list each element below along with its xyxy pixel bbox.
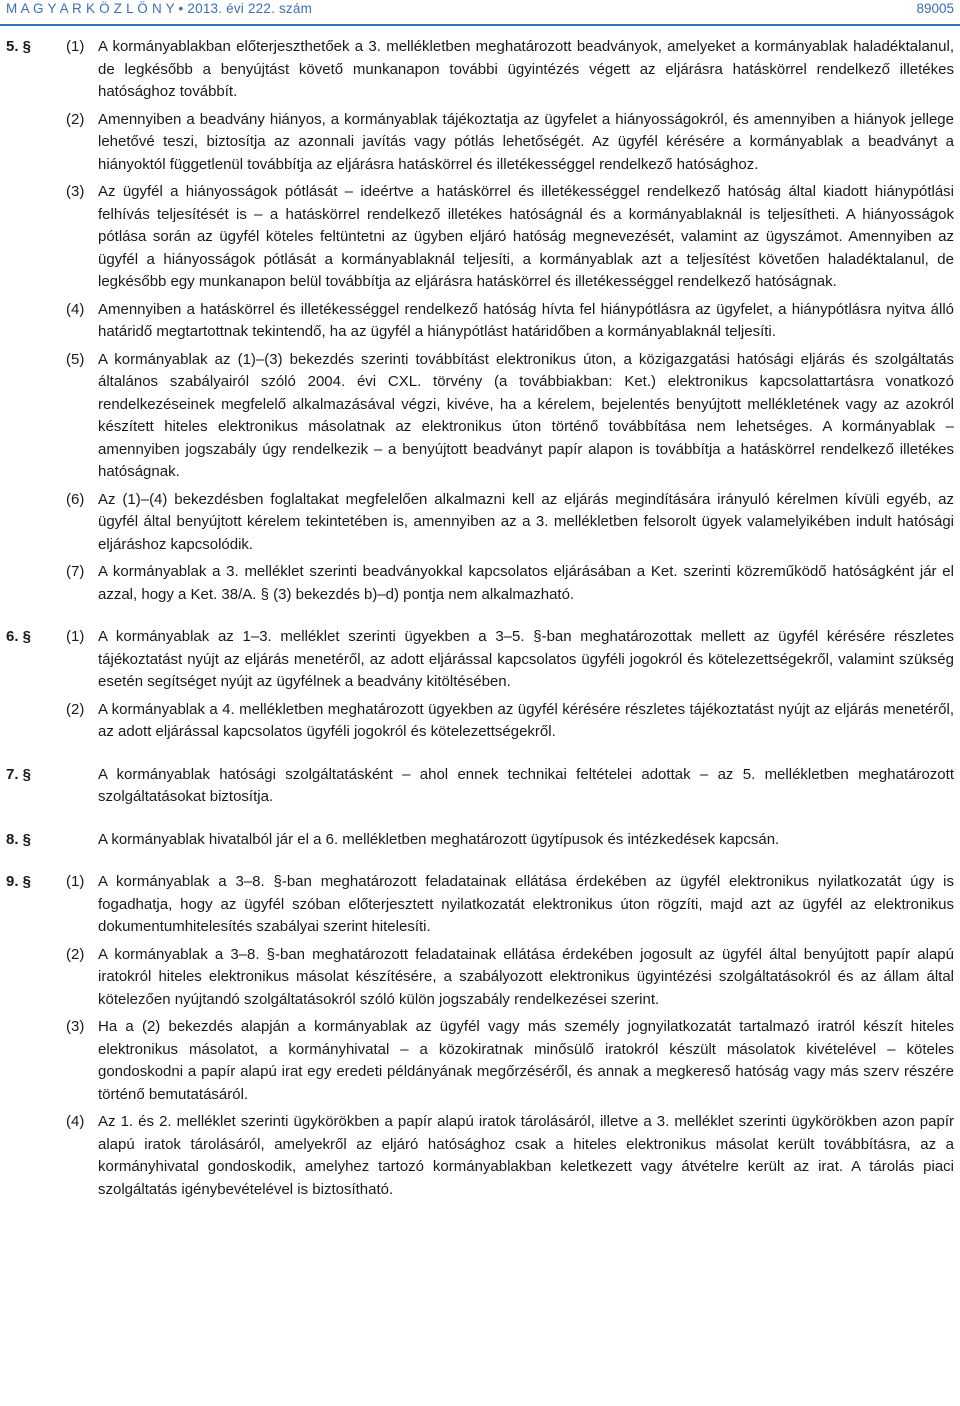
section-number: 9. § <box>6 873 32 890</box>
paragraph-text: Amennyiben a hatáskörrel és illetékességgel rendelkező hatóság hívta fel hiánypótlásra az ügyfelet, a hiánypótlásra nyitva álló határidő megtartottnak tekintendő, ha az ügyfél a hiánypótlást határidőben a kormányablaknál teljesíti. <box>98 300 954 340</box>
paragraph-number: (4) <box>66 1113 85 1130</box>
paragraph-number: (5) <box>66 350 85 368</box>
paragraph-text: Az ügyfél a hiányosságok pótlását – ideértve a hatáskörrel és illetékességgel rendelkező hatóság által kiadott hiánypótlási felhívás teljesítését is – a hatáskörrel rendelkező illetékes hatóságnál és a kormányablaknál is teljesítheti. A hiányosságok pótlása során az ügyfél köteles feltüntetni az ügyben eljáró hatóság megnevezését, valamint az ügyszámot. Amennyiben az ügyfél a hiányosságok pótlását a kormányablaknál teljesíti, a kormányablak azt a teljesítést követően haladéktalanul, de legkésőbb egy munkanapon belül továbbítja az eljárásra hatáskörrel és illetékességgel rendelkező hatóságnak. <box>98 183 954 290</box>
paragraph-number: (1) <box>66 873 85 890</box>
paragraph-text: A kormányablak a 4. mellékletben meghatározott ügyekben az ügyfél kérésére részletes tájékoztatást nyújt az eljárás menetéről, az adott eljárással kapcsolatos ügyféli jogokról és kötelezettségekről. <box>98 700 954 740</box>
paragraph <box>66 109 954 177</box>
section <box>6 36 954 606</box>
paragraph-number: (1) <box>66 628 85 645</box>
section <box>6 626 954 744</box>
paragraph <box>66 1016 954 1106</box>
paragraph <box>66 699 954 744</box>
paragraph <box>66 181 954 294</box>
section <box>6 871 954 1201</box>
paragraph-text: A kormányablak a 3. melléklet szerinti beadványokkal kapcsolatos eljárásában a Ket. szerinti közreműködő hatóságként jár el azzal, hogy a Ket. 38/A. § (3) bekezdés b)–d) pontja nem alkalmazható. <box>98 563 954 603</box>
paragraph-text: A kormányablak az 1–3. melléklet szerinti ügyekben a 3–5. §-ban meghatározottak mellett az ügyfél kérésére részletes tájékoztatást nyújt az eljárás menetéről, az adott eljárással kapcsolatos ügyféli jogokról és kötelezettségekről, valamint szükség esetén segítséget nyújt az ügyfélnek a beadvány kitöltésében. <box>98 628 954 690</box>
paragraph-number: (1) <box>66 38 85 55</box>
paragraph-number: (4) <box>66 300 85 318</box>
paragraph <box>66 561 954 606</box>
paragraph-text: A kormányablak a 3–8. §-ban meghatározott feladatainak ellátása érdekében az ügyfél elektronikus nyilatkozatát úgy is fogadhatja, hogy az ügyfél szóban előterjesztett nyilatkozatát elektronikus úton rögzíti, majd azt az ügyfél az elektronikus dokumentumhitelesítés szabályai szerint hitelesíti. <box>98 873 954 935</box>
section-number: 7. § <box>6 765 32 783</box>
document-body <box>6 36 954 1206</box>
section-number: 6. § <box>6 628 32 645</box>
section-number: 8. § <box>6 830 32 848</box>
paragraph <box>66 1111 954 1201</box>
paragraph <box>66 349 954 484</box>
paragraph-number: (2) <box>66 945 85 963</box>
paragraph <box>66 829 954 852</box>
section-number: 5. § <box>6 38 32 55</box>
paragraph-number: (2) <box>66 110 85 128</box>
paragraph-text: A kormányablakban előterjeszthetőek a 3. mellékletben meghatározott beadványok, amelyeket a kormányablak haladéktalanul, de legkésőbb a benyújtást követő munkanapon további ügyintézés végett az eljárásra hatáskörrel rendelkező illetékes hatósághoz továbbít. <box>98 38 954 100</box>
paragraph-text: A kormányablak hatósági szolgáltatásként – ahol ennek technikai feltételei adottak – az 5. mellékletben meghatározott szolgáltatásokat biztosítja. <box>98 765 954 805</box>
paragraph-text: Az 1. és 2. melléklet szerinti ügykörökben a papír alapú iratok tárolásáról, illetve a 3. melléklet szerinti ügykörökben azon papír alapú iratok tárolásáról, amelyekről az eljáró hatósághoz csak a hiteles elektronikus másolat került továbbításra, az a kormányhivatal gondoskodik, amelyhez tartozó kormányablakban keletkezett vagy átvételre került az irat. A tárolás piaci szolgáltatás igénybevételével is biztosítható. <box>98 1113 954 1198</box>
journal-title: M A G Y A R K Ö Z L Ö N Y • 2013. évi 222. szám <box>6 1 313 16</box>
paragraph <box>66 626 954 694</box>
paragraph-text: Ha a (2) bekezdés alapján a kormányablak az ügyfél vagy más személy jognyilatkozatát tartalmazó iratról készít hiteles elektronikus másolatot, a kormányhivatal – a közokiratnak minősülő iratokról készült másolatok kivételével – köteles gondoskodni a papír alapú irat egy eredeti példányának megőrzéséről, és annak a megkereső hatóság vagy más szerv részére történő bemutatásáról. <box>98 1018 954 1103</box>
section <box>6 764 954 809</box>
paragraph-text: A kormányablak a 3–8. §-ban meghatározott feladatainak ellátása érdekében jogosult az ügyfél által benyújtott papír alapú iratokról hiteles elektronikus másolat készítésére, a szabályozott elektronikus ügyintézési szolgáltatásokról és az állam által kötelezően nyújtandó szolgáltatásokról szóló külön jogszabály rendelkezései szerint. <box>98 945 954 1008</box>
paragraph-number: (6) <box>66 490 85 508</box>
paragraph <box>66 944 954 1012</box>
page-number: 89005 <box>916 1 954 16</box>
header-rule <box>0 24 960 26</box>
paragraph <box>66 36 954 104</box>
paragraph-number: (2) <box>66 700 85 718</box>
paragraph-number: (7) <box>66 563 85 580</box>
paragraph <box>66 489 954 557</box>
paragraph-number: (3) <box>66 1018 85 1035</box>
paragraph-text: A kormányablak hivatalból jár el a 6. mellékletben meghatározott ügytípusok és intézkedések kapcsán. <box>98 830 780 848</box>
paragraph-text: Amennyiben a beadvány hiányos, a kormányablak tájékoztatja az ügyfelet a hiányosságokról, és amennyiben a hiányok jellege lehetővé teszi, biztosítja az azonnali javítás vagy pótlás lehetőségét. Az ügyfél kérésére a kormányablak a beadványt a hiányoktól függetlenül továbbítja az eljárásra hatáskörrel és illetékességgel rendelkező hatósághoz. <box>98 110 954 173</box>
section <box>6 829 954 852</box>
page-header <box>0 0 960 22</box>
paragraph <box>66 871 954 939</box>
paragraph-text: Az (1)–(4) bekezdésben foglaltakat megfelelően alkalmazni kell az eljárás megindítására irányuló kérelmen kívüli egyéb, az ügyfél által benyújtott kérelem tekintetében is, amennyiben az a 3. mellékletben felsorolt ügyek valamelyikében indult hatósági eljáráshoz kapcsolódik. <box>98 490 954 553</box>
paragraph-text: A kormányablak az (1)–(3) bekezdés szerinti továbbítást elektronikus úton, a közigazgatási hatósági eljárás és szolgáltatás általános szabályairól szóló 2004. évi CXL. törvény (a továbbiakban: Ket.) elektronikus kapcsolattartásra vonatkozó rendelkezéseinek megfelelő alkalmazásával végzi, kivéve, ha a kérelem, bejelentés benyújtott mellékletének vagy az azokról készített hiteles elektronikus másolatnak az elektronikus úton történő továbbítása nem lehetséges. A kormányablak – amennyiben jogszabály úgy rendelkezik – a benyújtott beadványt papír alapon is továbbítja a hatáskörrel rendelkező illetékes hatóságnak. <box>98 350 954 480</box>
paragraph <box>66 764 954 809</box>
paragraph-number: (3) <box>66 183 85 200</box>
paragraph <box>66 299 954 344</box>
